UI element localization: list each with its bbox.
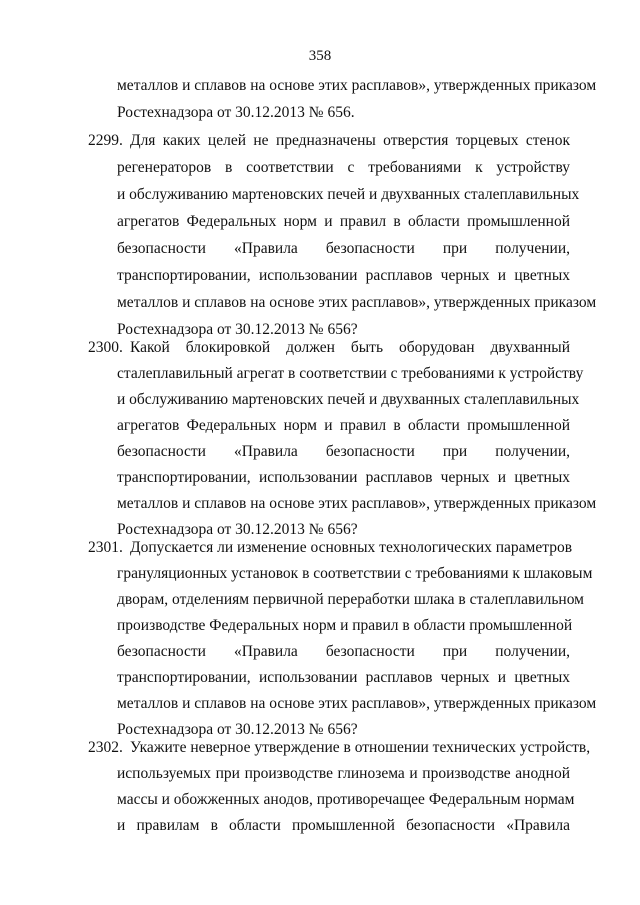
question-number: 2301. [88, 539, 123, 556]
text-line: безопасности «Правила безопасности при получении, [117, 643, 570, 660]
text-line: агрегатов Федеральных норм и правил в области промышленной [117, 213, 570, 230]
text-line: безопасности «Правила безопасности при получении, [117, 443, 570, 460]
text-line: транспортировании, использовании расплавов черных и цветных [117, 669, 570, 686]
text-line: грануляционных установок в соответствии с требованиями к шлаковым [117, 565, 593, 582]
text-line: массы и обожженных анодов, противоречащее Федеральным нормам [117, 791, 575, 808]
text-line: сталеплавильный агрегат в соответствии с требованиями к устройству [117, 365, 584, 382]
text-line: Ростехнадзора от 30.12.2013 № 656? [117, 321, 358, 338]
text-line: и обслуживанию мартеновских печей и двухванных сталеплавильных [117, 391, 580, 408]
text-line: агрегатов Федеральных норм и правил в области промышленной [117, 417, 570, 434]
text-line: металлов и сплавов на основе этих расплавов», утвержденных приказом [117, 294, 597, 311]
text-line: Какой блокировкой должен быть оборудован двухванный [130, 339, 570, 356]
text-line: металлов и сплавов на основе этих расплавов», утвержденных приказом [117, 695, 597, 712]
text-line: Ростехнадзора от 30.12.2013 № 656. [117, 104, 355, 121]
text-line: металлов и сплавов на основе этих расплавов», утвержденных приказом [117, 77, 597, 94]
text-line: транспортировании, использовании расплавов черных и цветных [117, 469, 570, 486]
page-number: 358 [308, 48, 332, 64]
text-line: дворам, отделениям первичной переработки шлака в сталеплавильном [117, 591, 584, 608]
text-line: и правилам в области промышленной безопасности «Правила [117, 817, 570, 834]
question-number: 2299. [88, 132, 123, 149]
text-line: Для каких целей не предназначены отверстия торцевых стенок [130, 132, 570, 149]
text-line: Укажите неверное утверждение в отношении технических устройств, [130, 739, 591, 756]
text-line: Ростехнадзора от 30.12.2013 № 656? [117, 721, 358, 738]
text-line: транспортировании, использовании расплавов черных и цветных [117, 267, 570, 284]
text-line: регенераторов в соответствии с требованиями к устройству [117, 159, 570, 176]
text-line: Допускается ли изменение основных технологических параметров [130, 539, 573, 556]
question-number: 2300. [88, 339, 123, 356]
text-line: используемых при производстве глинозема и производстве анодной [117, 765, 570, 782]
text-line: производстве Федеральных норм и правил в области промышленной [117, 617, 573, 634]
text-line: металлов и сплавов на основе этих расплавов», утвержденных приказом [117, 495, 597, 512]
text-line: и обслуживанию мартеновских печей и двухванных сталеплавильных [117, 186, 580, 203]
text-line: безопасности «Правила безопасности при получении, [117, 240, 570, 257]
text-line: Ростехнадзора от 30.12.2013 № 656? [117, 521, 358, 538]
question-number: 2302. [88, 739, 123, 756]
